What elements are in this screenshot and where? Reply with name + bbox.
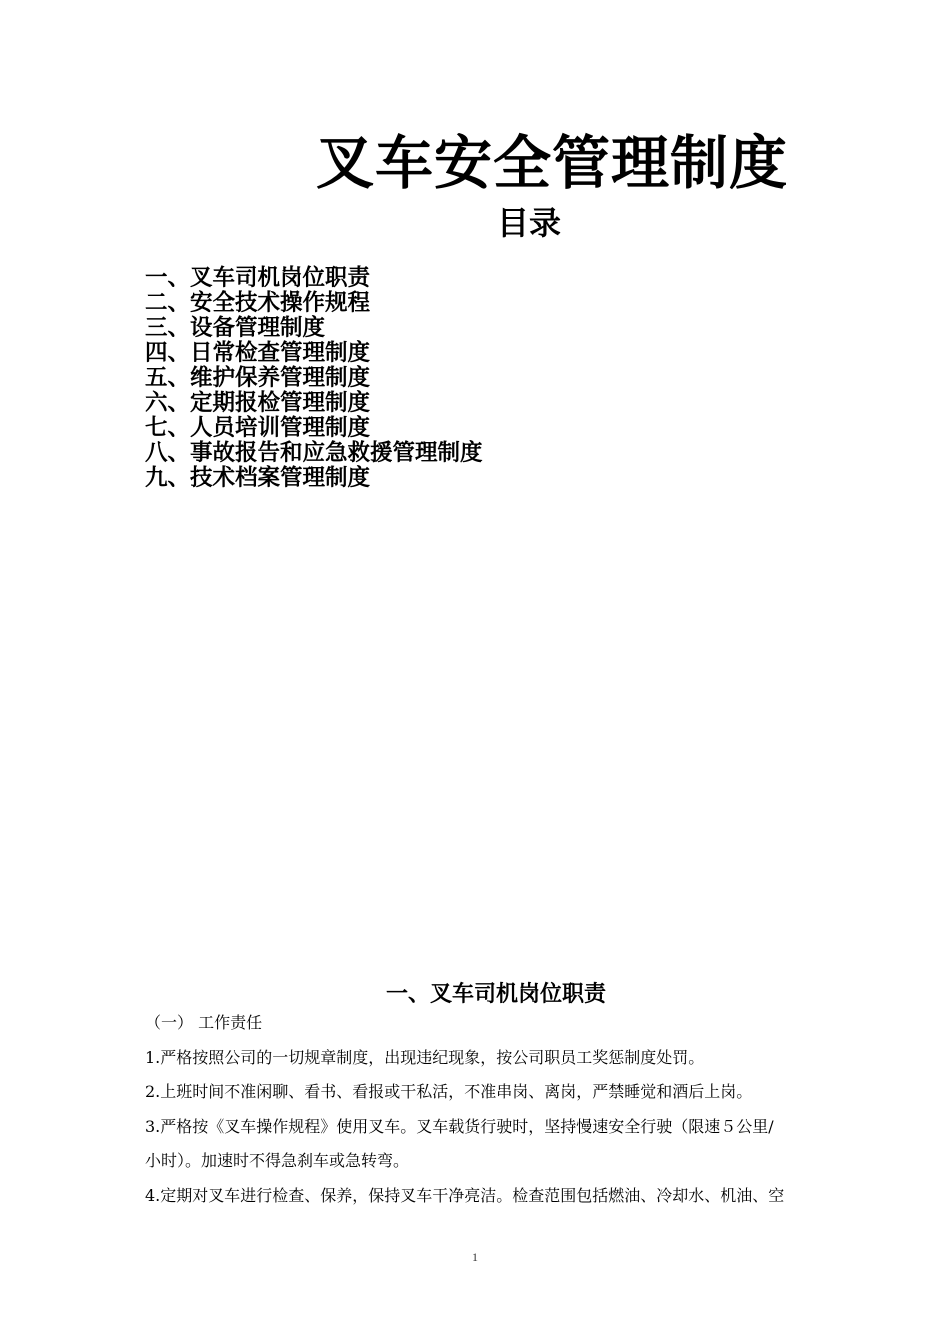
document-title: 叉车安全管理制度 xyxy=(316,129,789,197)
toc-item: 三、设备管理制度 xyxy=(145,315,326,341)
page-number: 1 xyxy=(472,1250,478,1264)
body-line: 3.严格按《叉车操作规程》使用叉车。叉车载货行驶时，坚持慢速安全行驶（限速５公里/ xyxy=(145,1116,774,1136)
toc-item: 五、维护保养管理制度 xyxy=(145,365,371,391)
section-title: 一、叉车司机岗位职责 xyxy=(386,982,607,1007)
toc-item: 六、定期报检管理制度 xyxy=(145,390,371,416)
toc-heading: 目录 xyxy=(497,204,562,242)
subsection-heading: （一） 工作责任 xyxy=(145,1013,263,1032)
body-line: 1.严格按照公司的一切规章制度，出现违纪现象，按公司职员工奖惩制度处罚。 xyxy=(145,1047,705,1067)
toc-item: 七、人员培训管理制度 xyxy=(145,415,371,441)
toc-item: 一、叉车司机岗位职责 xyxy=(145,265,371,291)
body-line: 4.定期对叉车进行检查、保养，保持叉车干净亮洁。检查范围包括燃油、冷却水、机油、空 xyxy=(145,1185,785,1205)
toc-item: 四、日常检查管理制度 xyxy=(145,340,371,366)
toc-item: 二、安全技术操作规程 xyxy=(145,290,371,316)
table-of-contents xyxy=(145,266,483,491)
toc-item: 八、事故报告和应急救援管理制度 xyxy=(145,440,483,466)
toc-item: 九、技术档案管理制度 xyxy=(145,465,371,491)
body-line: 2.上班时间不准闲聊、看书、看报或干私活，不准串岗、离岗，严禁睡觉和酒后上岗。 xyxy=(145,1082,753,1101)
body-line: 小时）。加速时不得急刹车或急转弯。 xyxy=(145,1151,410,1170)
body-text xyxy=(145,1006,885,1213)
